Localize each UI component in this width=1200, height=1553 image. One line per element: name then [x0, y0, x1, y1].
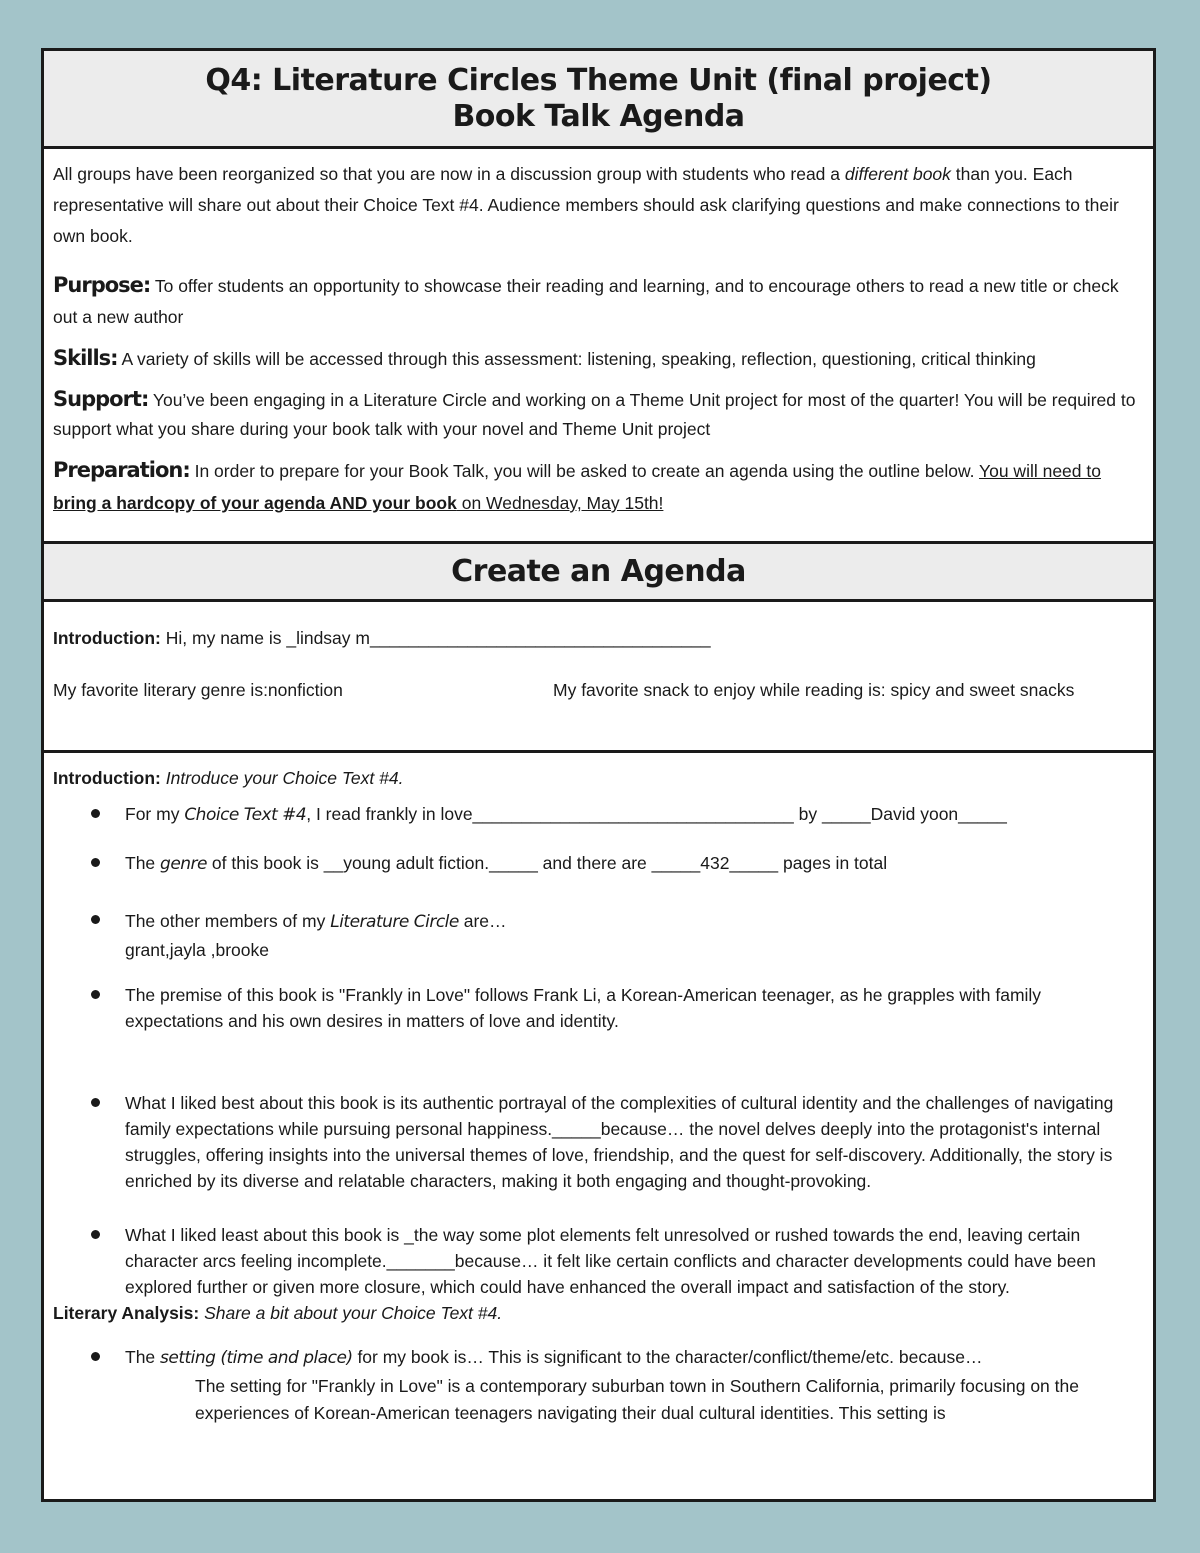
bullet-icon	[91, 858, 100, 867]
premise-answer[interactable]: The premise of this book is "Frankly in Love" follows Frank Li, a Korean-American teenager, as he grapples with family expectations and his own desires in matters of love and identity.	[125, 985, 1042, 1031]
circle-members-answer[interactable]: grant,jayla ,brooke	[125, 940, 269, 960]
deadline-bold: bring a hardcopy of your agenda AND your book	[53, 493, 457, 513]
purpose-paragraph	[53, 270, 1144, 333]
bullet-icon	[91, 915, 100, 924]
bullet-icon	[91, 1098, 100, 1107]
literary-analysis-list	[53, 1344, 1144, 1371]
choice-text-list	[53, 801, 1144, 1300]
instructions-text-b: than you. Each representative will share out about their Choice Text #4. Audience members should ask clarifying questions and make connections to their own book.	[53, 164, 1119, 246]
bullet-icon	[91, 1230, 100, 1239]
setting-answer[interactable]: The setting for "Frankly in Love" is a contemporary suburban town in Southern California, primarily focusing on the experiences of Korean-American teenagers navigating their dual cultural identities. This setting is	[195, 1376, 1079, 1423]
intro-label: Introduction:	[53, 628, 161, 648]
choice-text-intro	[53, 765, 1144, 791]
item-text: For my	[125, 804, 185, 824]
preparation-paragraph	[53, 454, 1144, 519]
favorite-genre[interactable]: My favorite literary genre is:nonfiction	[53, 680, 343, 700]
name-answer[interactable]: Hi, my name is _lindsay m___________________________________	[160, 628, 711, 648]
list-item	[53, 850, 1144, 877]
bullet-icon	[91, 1352, 100, 1361]
preparation-label: Preparation:	[53, 458, 190, 482]
purpose-label: Purpose:	[53, 273, 151, 297]
book-title-answer[interactable]: , I read frankly in love_________________________________ by _____David yoon_____	[306, 804, 1007, 824]
create-agenda-title: Create an Agenda	[451, 554, 746, 589]
instructions-text-a: All groups have been reorganized so that you are now in a discussion group with students who read a	[53, 164, 845, 184]
literary-analysis-prompt: Share a bit about your Choice Text #4.	[199, 1303, 503, 1323]
name-line	[53, 624, 1144, 652]
instructions-emphasis: different book	[844, 164, 951, 184]
list-item	[53, 1090, 1144, 1194]
preparation-text: In order to prepare for your Book Talk, you will be asked to create an agenda using the outline below.	[189, 461, 980, 481]
support-text: You’ve been engaging in a Literature Circle and working on a Theme Unit project for most of the quarter! You will be required to support what you share during your book talk with your novel and Theme Unit project	[53, 390, 1136, 439]
create-agenda-header	[44, 544, 1153, 602]
literary-analysis-label: Literary Analysis:	[53, 1303, 200, 1323]
item-text: are…	[458, 911, 507, 931]
favorite-snack[interactable]: My favorite snack to enjoy while reading is: spicy and sweet snacks	[553, 680, 1075, 700]
instructions-section	[44, 149, 1153, 544]
liked-best-answer[interactable]: What I liked best about this book is its authentic portrayal of the complexities of cultural identity and the challenges of navigating family expectations while pursuing personal happiness._____because… the novel delves deeply into the protagonist's internal struggles, offering insights into the universal themes of love, friendship, and the quest for self-discovery. Additionally, the story is enriched by its diverse and relatable characters, making it both engaging and thought-provoking.	[125, 1093, 1114, 1191]
genre-answer[interactable]: of this book is __young adult fiction._____ and there are _____432_____ pages in total	[207, 853, 888, 873]
choice-text-section	[44, 753, 1153, 1427]
liked-least-answer[interactable]: What I liked least about this book is _the way some plot elements felt unresolved or rushed towards the end, leaving certain character arcs feeling incomplete._______because… it felt like certain conflicts and character developments could have been explored further or given more closure, which could have enhanced the overall impact and satisfaction of the story.	[125, 1225, 1096, 1297]
list-item	[53, 907, 1144, 964]
purpose-text: To offer students an opportunity to showcase their reading and learning, and to encourage others to read a new title or check out a new author	[53, 276, 1119, 327]
list-item	[53, 1222, 1144, 1300]
choice-intro-label: Introduction:	[53, 768, 161, 788]
skills-text: A variety of skills will be accessed through this assessment: listening, speaking, reflection, questioning, critical thinking	[117, 349, 1036, 369]
support-paragraph	[53, 385, 1144, 444]
item-handwritten: genre	[160, 854, 208, 874]
page-subtitle: Book Talk Agenda	[452, 99, 745, 134]
skills-paragraph	[53, 343, 1144, 375]
item-handwritten: Choice Text #4	[184, 805, 307, 825]
item-text: The other members of my	[125, 911, 331, 931]
item-text: The	[125, 853, 161, 873]
literary-analysis-heading	[53, 1300, 1144, 1326]
deadline-text-b: on Wednesday, May 15th!	[456, 493, 664, 513]
favorites-row	[53, 676, 1144, 704]
support-label: Support:	[53, 387, 149, 411]
agenda-sheet	[41, 48, 1156, 1502]
bullet-icon	[91, 809, 100, 818]
bullet-icon	[91, 990, 100, 999]
choice-intro-prompt: Introduce your Choice Text #4.	[160, 768, 404, 788]
list-item	[53, 801, 1144, 828]
title-header	[44, 51, 1153, 149]
page-title: Q4: Literature Circles Theme Unit (final project)	[205, 63, 992, 98]
list-item	[53, 1344, 1144, 1371]
skills-label: Skills:	[53, 346, 118, 370]
item-text: for my book is… This is significant to the character/conflict/theme/etc. because…	[352, 1347, 983, 1367]
item-handwritten: setting (time and place)	[160, 1348, 353, 1368]
deadline-text-a: You will need to	[979, 461, 1101, 481]
item-handwritten: Literature Circle	[330, 912, 459, 932]
instructions-paragraph	[53, 159, 1144, 252]
list-item	[53, 982, 1144, 1034]
item-text: The	[125, 1347, 161, 1367]
personal-intro-section	[44, 602, 1153, 753]
